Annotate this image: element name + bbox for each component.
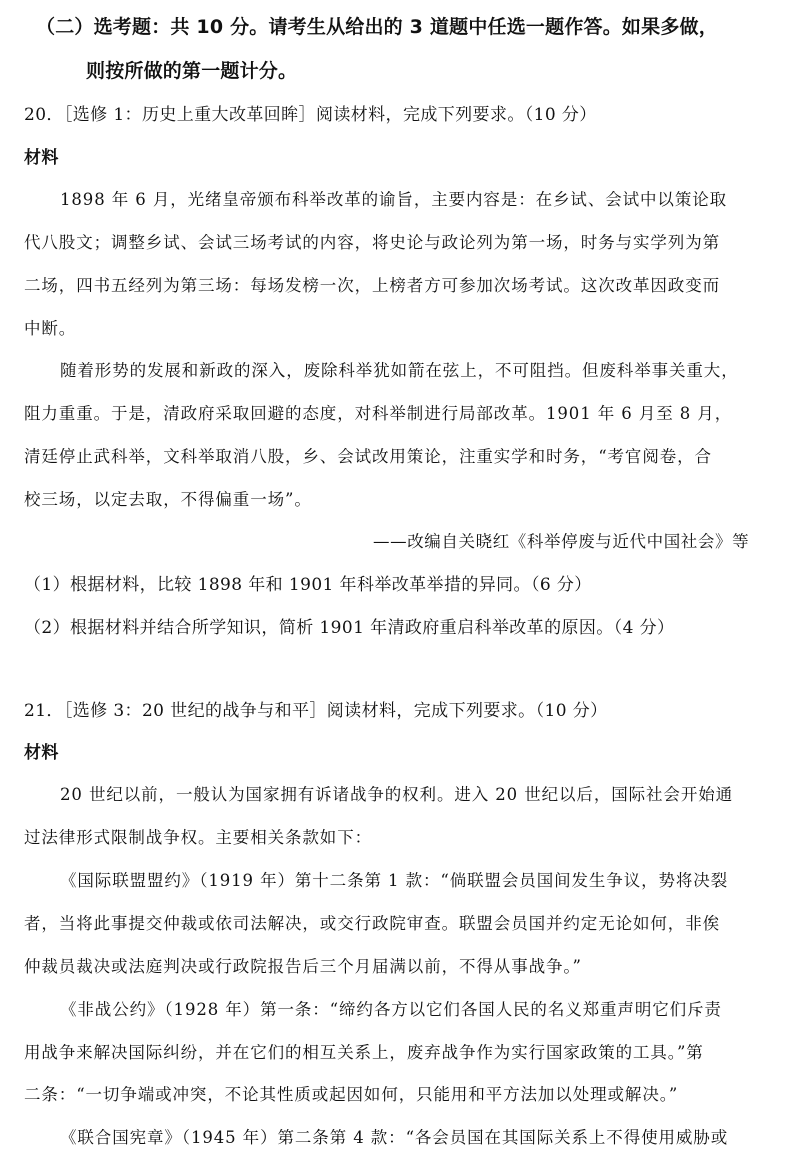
q20-subquestion-1: （1）根据材料，比较 1898 年和 1901 年科举改革举措的异同。（6 分） [24, 575, 592, 595]
q20-material-label: 材料 [24, 148, 59, 168]
q20-para1-line: 代八股文；调整乡试、会试三场考试的内容，将史论与政论列为第一场，时务与实学列为第 [24, 233, 720, 252]
q20-para2-line: 随着形势的发展和新政的深入，废除科举犹如箭在弦上，不可阻挡。但废科举事关重大， [60, 361, 739, 380]
q21-para1-line: 过法律形式限制战争权。主要相关条款如下： [24, 828, 372, 847]
q21-para3-line: 用战争来解决国际纠纷，并在它们的相互关系上，废弃战争作为实行国家政策的工具。”第 [24, 1043, 704, 1062]
section-title-line-1: （二）选考题：共 10 分。请考生从给出的 3 道题中任选一题作答。如果多做， [36, 16, 718, 38]
q20-source-citation: ——改编自关晓红《科举停废与近代中国社会》等 [373, 532, 750, 551]
q21-material-label: 材料 [24, 743, 59, 763]
q21-para4-line: 《联合国宪章》（1945 年）第二条第 4 款：“各会员国在其国际关系上不得使用威胁或 [60, 1128, 729, 1147]
q20-para2-line: 阻力重重。于是，清政府采取回避的态度，对科举制进行局部改革。1901 年 6 月至 8 月， [24, 404, 733, 423]
q20-para1-line: 中断。 [24, 319, 77, 338]
q21-para3-line: 《非战公约》（1928 年）第一条：“缔约各方以它们各国人民的名义郑重声明它们斥责 [60, 1000, 722, 1019]
q20-para1-line: 二场，四书五经列为第三场：每场发榜一次，上榜者方可参加次场考试。这次改革因政变而 [24, 276, 720, 295]
question-21-heading: 21．［选修 3：20 世纪的战争与和平］阅读材料，完成下列要求。（10 分） [24, 701, 608, 721]
q20-para1-line: 1898 年 6 月，光绪皇帝颁布科举改革的谕旨，主要内容是：在乡试、会试中以策论取 [60, 190, 728, 209]
q21-para1-line: 20 世纪以前，一般认为国家拥有诉诸战争的权利。进入 20 世纪以后，国际社会开始通 [60, 785, 734, 804]
q21-para2-line: 《国际联盟盟约》（1919 年）第十二条第 1 款：“倘联盟会员国间发生争议，势将决裂 [60, 871, 729, 890]
question-20-heading: 20．［选修 1：历史上重大改革回眸］阅读材料，完成下列要求。（10 分） [24, 105, 597, 125]
q20-subquestion-2: （2）根据材料并结合所学知识，简析 1901 年清政府重启科举改革的原因。（4 分） [24, 618, 675, 638]
section-title-line-2: 则按所做的第一题计分。 [86, 60, 298, 82]
q21-para2-line: 者，当将此事提交仲裁或依司法解决，或交行政院审查。联盟会员国并约定无论如何，非俟 [24, 914, 720, 933]
q20-para2-line: 清廷停止武科举，文科举取消八股，乡、会试改用策论，注重实学和时务，“考官阅卷，合 [24, 447, 712, 466]
q21-para3-line: 二条：“一切争端或冲突，不论其性质或起因如何，只能用和平方法加以处理或解决。” [24, 1085, 679, 1104]
q21-para2-line: 仲裁员裁决或法庭判决或行政院报告后三个月届满以前，不得从事战争。” [24, 957, 582, 976]
q20-para2-line: 校三场，以定去取，不得偏重一场”。 [24, 490, 312, 509]
